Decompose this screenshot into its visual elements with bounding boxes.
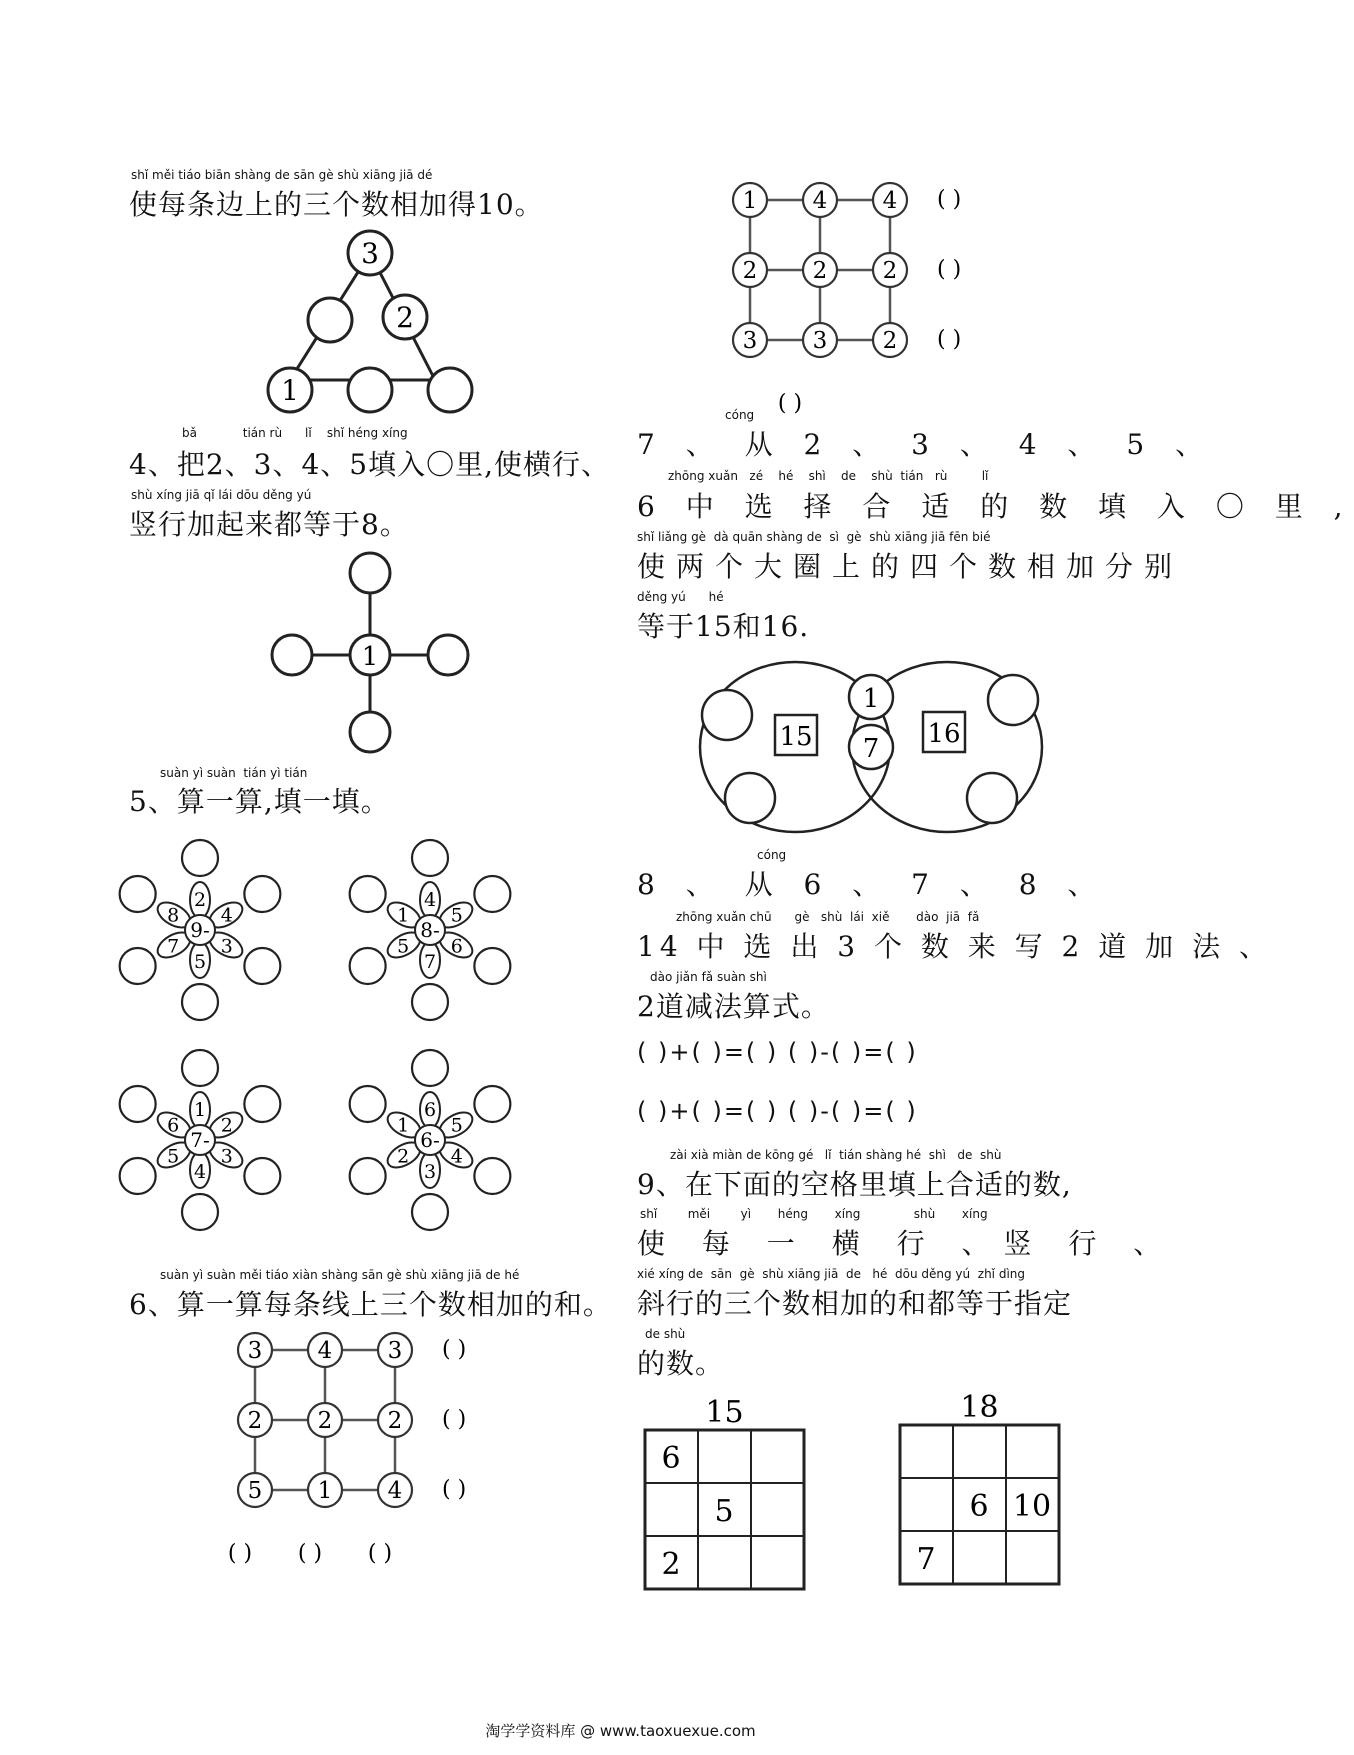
flower-petal-num: 2 — [397, 1145, 410, 1168]
flower-petal-num: 8 — [167, 904, 180, 927]
q5-pinyin: suàn yì suàn tián yì tián — [160, 766, 308, 780]
flower-petal-num: 4 — [193, 1161, 207, 1183]
q7-line4: 等于15和16. — [637, 610, 810, 643]
q4-pinyin2: shù xíng jiā qǐ lái dōu děng yú — [131, 488, 312, 502]
flower-outer-circle — [412, 1050, 448, 1086]
q7-line3: 使两个大圈上的四个数相加分别 — [637, 550, 1184, 583]
magic-square-18 — [895, 1385, 1070, 1600]
flower-center-num: 8- — [420, 918, 440, 942]
flower-outer-circle — [244, 1158, 280, 1194]
flower-center-num: 9- — [190, 918, 210, 942]
q8-equation-row-2[interactable]: ( )+( )=( ) ( )-( )=( ) — [637, 1097, 918, 1125]
q8-line1: 8 、 从 6 、 7 、 8 、 — [637, 868, 1107, 901]
flower-outer-circle — [474, 876, 510, 912]
flower-petal-num: 6 — [167, 1114, 180, 1137]
magic-square-cell[interactable]: 5 — [714, 1494, 734, 1529]
flowers-diagram — [125, 830, 565, 1240]
flower-outer-circle — [120, 948, 156, 984]
flower-outer-circle — [244, 876, 280, 912]
triangle-diagram — [255, 225, 485, 425]
flower-outer-circle — [412, 984, 448, 1020]
flower-petal-num: 6 — [450, 935, 463, 958]
flower-outer-circle — [474, 948, 510, 984]
flower-petal-num: 5 — [193, 951, 207, 973]
grid-node-num: 2 — [387, 1408, 403, 1434]
flower-outer-circle — [244, 948, 280, 984]
flower-petal-num: 4 — [220, 904, 233, 927]
grid-node-num: 2 — [317, 1408, 333, 1434]
q9-pinyin2: shǐ měi yì héng xíng shù xíng — [640, 1207, 988, 1221]
grid-node-num: 2 — [742, 258, 758, 284]
flower-center-num: 7- — [190, 1128, 210, 1152]
tri-circle-left-mid — [308, 298, 352, 342]
grid-node-num: 1 — [317, 1478, 333, 1504]
column-sum-blank[interactable]: ( ) — [777, 391, 803, 416]
flower-outer-circle — [350, 1086, 386, 1122]
flower-petal-num: 7 — [423, 951, 437, 973]
grid-node-num: 2 — [247, 1408, 263, 1434]
row-sum-blank[interactable]: ( ) — [442, 1337, 467, 1362]
flower-1 — [120, 840, 281, 1020]
magic-square-15 — [640, 1390, 815, 1600]
mid-top-num: 1 — [862, 684, 880, 714]
flower-outer-circle — [474, 1158, 510, 1194]
mid-bottom-num: 7 — [862, 734, 880, 764]
q7-pinyin0: cóng — [725, 408, 755, 422]
flower-outer-circle — [182, 840, 218, 876]
grid-diagram-q6 — [227, 1320, 550, 1580]
flower-petal-num: 1 — [397, 904, 410, 927]
flower-petal-num: 3 — [220, 935, 233, 958]
q5-text: 5、算一算,填一填。 — [129, 785, 390, 818]
magic-square-target: 18 — [960, 1390, 999, 1425]
flower-outer-circle — [350, 1158, 386, 1194]
row-sum-blank[interactable]: ( ) — [937, 187, 962, 212]
grid-node-num: 4 — [812, 188, 828, 214]
q9-pinyin4: de shù — [645, 1327, 686, 1341]
box-right-num: 16 — [927, 719, 961, 749]
flower-outer-circle — [120, 876, 156, 912]
magic-square-target: 15 — [705, 1395, 744, 1430]
q9-line4: 的数。 — [637, 1347, 725, 1380]
q3-text: 使每条边上的三个数相加得10。 — [129, 188, 544, 221]
q9-line2: 使 每 一 横 行 、竖 行 、 — [637, 1227, 1176, 1260]
big-right-br-circle — [967, 773, 1017, 823]
grid-node-num: 2 — [812, 258, 828, 284]
flower-outer-circle — [244, 1086, 280, 1122]
q8-line2: 14 中 选 出 3 个 数 来 写 2 道 加 法 、 — [637, 930, 1272, 963]
flower-petal-num: 4 — [450, 1145, 463, 1168]
q9-pinyin3: xié xíng de sān gè shù xiāng jiā de hé dōu děng yú zhǐ dìng — [637, 1267, 1025, 1281]
cross-circle-right — [428, 635, 468, 675]
box-left-num: 15 — [779, 722, 813, 752]
column-sum-blank[interactable]: ( ) — [367, 1541, 393, 1566]
flower-outer-circle — [182, 984, 218, 1020]
grid-node-num: 2 — [882, 328, 898, 354]
magic-square-cell[interactable]: 10 — [1012, 1489, 1052, 1524]
flower-petal-num: 6 — [423, 1099, 437, 1121]
flower-petal-num: 5 — [167, 1145, 180, 1168]
q8-equation-row-1[interactable]: ( )+( )=( ) ( )-( )=( ) — [637, 1038, 918, 1066]
big-left-bl-circle — [725, 773, 775, 823]
q7-pinyin1: zhōng xuǎn zé hé shì de shù tián rù lǐ — [668, 469, 989, 483]
flower-outer-circle — [350, 876, 386, 912]
flower-petal-num: 1 — [193, 1099, 207, 1121]
cross-num-center: 1 — [361, 642, 379, 672]
flower-3 — [120, 1050, 281, 1230]
q7-pinyin3: děng yú hé — [637, 590, 724, 604]
row-sum-blank[interactable]: ( ) — [937, 327, 962, 352]
flower-petal-num: 3 — [423, 1161, 437, 1183]
flower-outer-circle — [412, 1194, 448, 1230]
tri-num-right: 2 — [396, 301, 414, 334]
q3-pinyin: shǐ měi tiáo biān shàng de sān gè shù xiāng jiā dé — [131, 168, 433, 182]
magic-square-cell[interactable]: 6 — [661, 1441, 681, 1476]
tri-num-bottom-left: 1 — [281, 374, 299, 407]
flower-outer-circle — [182, 1050, 218, 1086]
footer-source: 淘学学资料库 @ www.taoxuexue.com — [485, 1722, 756, 1740]
q7-line2: 6 中 选 择 合 适 的 数 填 入 〇 里 , — [637, 490, 1354, 523]
q9-line3: 斜行的三个数相加的和都等于指定 — [637, 1287, 1073, 1320]
q7-pinyin2: shǐ liǎng gè dà quān shàng de sì gè shù xiāng jiā fēn bié — [637, 530, 991, 544]
flower-4 — [350, 1050, 511, 1230]
big-left-tl-circle — [702, 690, 752, 740]
cross-diagram — [270, 545, 470, 760]
grid-node-num: 3 — [247, 1338, 263, 1364]
flower-2 — [350, 840, 511, 1020]
flower-outer-circle — [350, 948, 386, 984]
cross-circle-left — [272, 635, 312, 675]
q4-pinyin1: bǎ tián rù lǐ shǐ héng xíng — [182, 426, 408, 440]
q8-line3: 2道减法算式。 — [637, 990, 830, 1023]
flower-outer-circle — [120, 1086, 156, 1122]
tri-circle-bottom-right — [428, 368, 472, 412]
q6-pinyin: suàn yì suàn měi tiáo xiàn shàng sān gè shù xiāng jiā de hé — [160, 1268, 520, 1282]
grid-node-num: 3 — [812, 328, 828, 354]
q6-text: 6、算一算每条线上三个数相加的和。 — [129, 1288, 612, 1321]
flower-petal-num: 5 — [450, 904, 463, 927]
flower-petal-num: 5 — [450, 1114, 463, 1137]
q8-pinyin0: cóng — [757, 848, 787, 862]
grid-node-num: 4 — [387, 1478, 403, 1504]
grid-node-num: 3 — [742, 328, 758, 354]
q7-line1: 7 、 从 2 、 3 、 4 、 5 、 — [637, 428, 1215, 461]
big-right-tr-circle — [988, 675, 1038, 725]
grid-node-num: 3 — [387, 1338, 403, 1364]
grid-node-num: 4 — [882, 188, 898, 214]
column-sum-blank[interactable]: ( ) — [227, 1541, 253, 1566]
flower-petal-num: 2 — [220, 1114, 233, 1137]
flower-petal-num: 4 — [423, 889, 437, 911]
grid-node-num: 1 — [742, 188, 758, 214]
q4-line2: 竖行加起来都等于8。 — [129, 508, 409, 541]
cross-circle-top — [350, 553, 390, 593]
flower-petal-num: 7 — [167, 935, 180, 958]
flower-petal-num: 5 — [397, 935, 410, 958]
grid-node-num: 2 — [882, 258, 898, 284]
q8-pinyin2: dào jiǎn fǎ suàn shì — [650, 970, 767, 984]
magic-square-cell[interactable]: 2 — [661, 1547, 681, 1582]
cross-circle-bottom — [350, 712, 390, 752]
q4-line1: 4、把2、3、4、5填入〇里,使横行、 — [129, 448, 610, 481]
flower-center-num: 6- — [420, 1128, 440, 1152]
magic-square-cell[interactable]: 7 — [916, 1542, 936, 1577]
grid-node-num: 4 — [317, 1338, 333, 1364]
magic-square-cell[interactable]: 6 — [969, 1489, 989, 1524]
tri-circle-bottom-mid — [348, 368, 392, 412]
q9-pinyin1: zài xià miàn de kōng gé lǐ tián shàng hé shì de shù — [670, 1148, 1002, 1162]
q8-pinyin1: zhōng xuǎn chū gè shù lái xiě dào jiā fǎ — [676, 910, 980, 924]
flower-outer-circle — [412, 840, 448, 876]
tri-num-top: 3 — [361, 237, 379, 270]
row-sum-blank[interactable]: ( ) — [937, 257, 962, 282]
row-sum-blank[interactable]: ( ) — [442, 1477, 467, 1502]
flower-petal-num: 1 — [397, 1114, 410, 1137]
flower-petal-num: 3 — [220, 1145, 233, 1168]
row-sum-blank[interactable]: ( ) — [442, 1407, 467, 1432]
flower-petal-num: 2 — [193, 889, 207, 911]
q9-line1: 9、在下面的空格里填上合适的数, — [637, 1168, 1072, 1201]
flower-outer-circle — [120, 1158, 156, 1194]
flower-outer-circle — [474, 1086, 510, 1122]
two-circles-diagram — [695, 655, 1050, 840]
grid-node-num: 5 — [247, 1478, 263, 1504]
column-sum-blank[interactable]: ( ) — [297, 1541, 323, 1566]
flower-outer-circle — [182, 1194, 218, 1230]
